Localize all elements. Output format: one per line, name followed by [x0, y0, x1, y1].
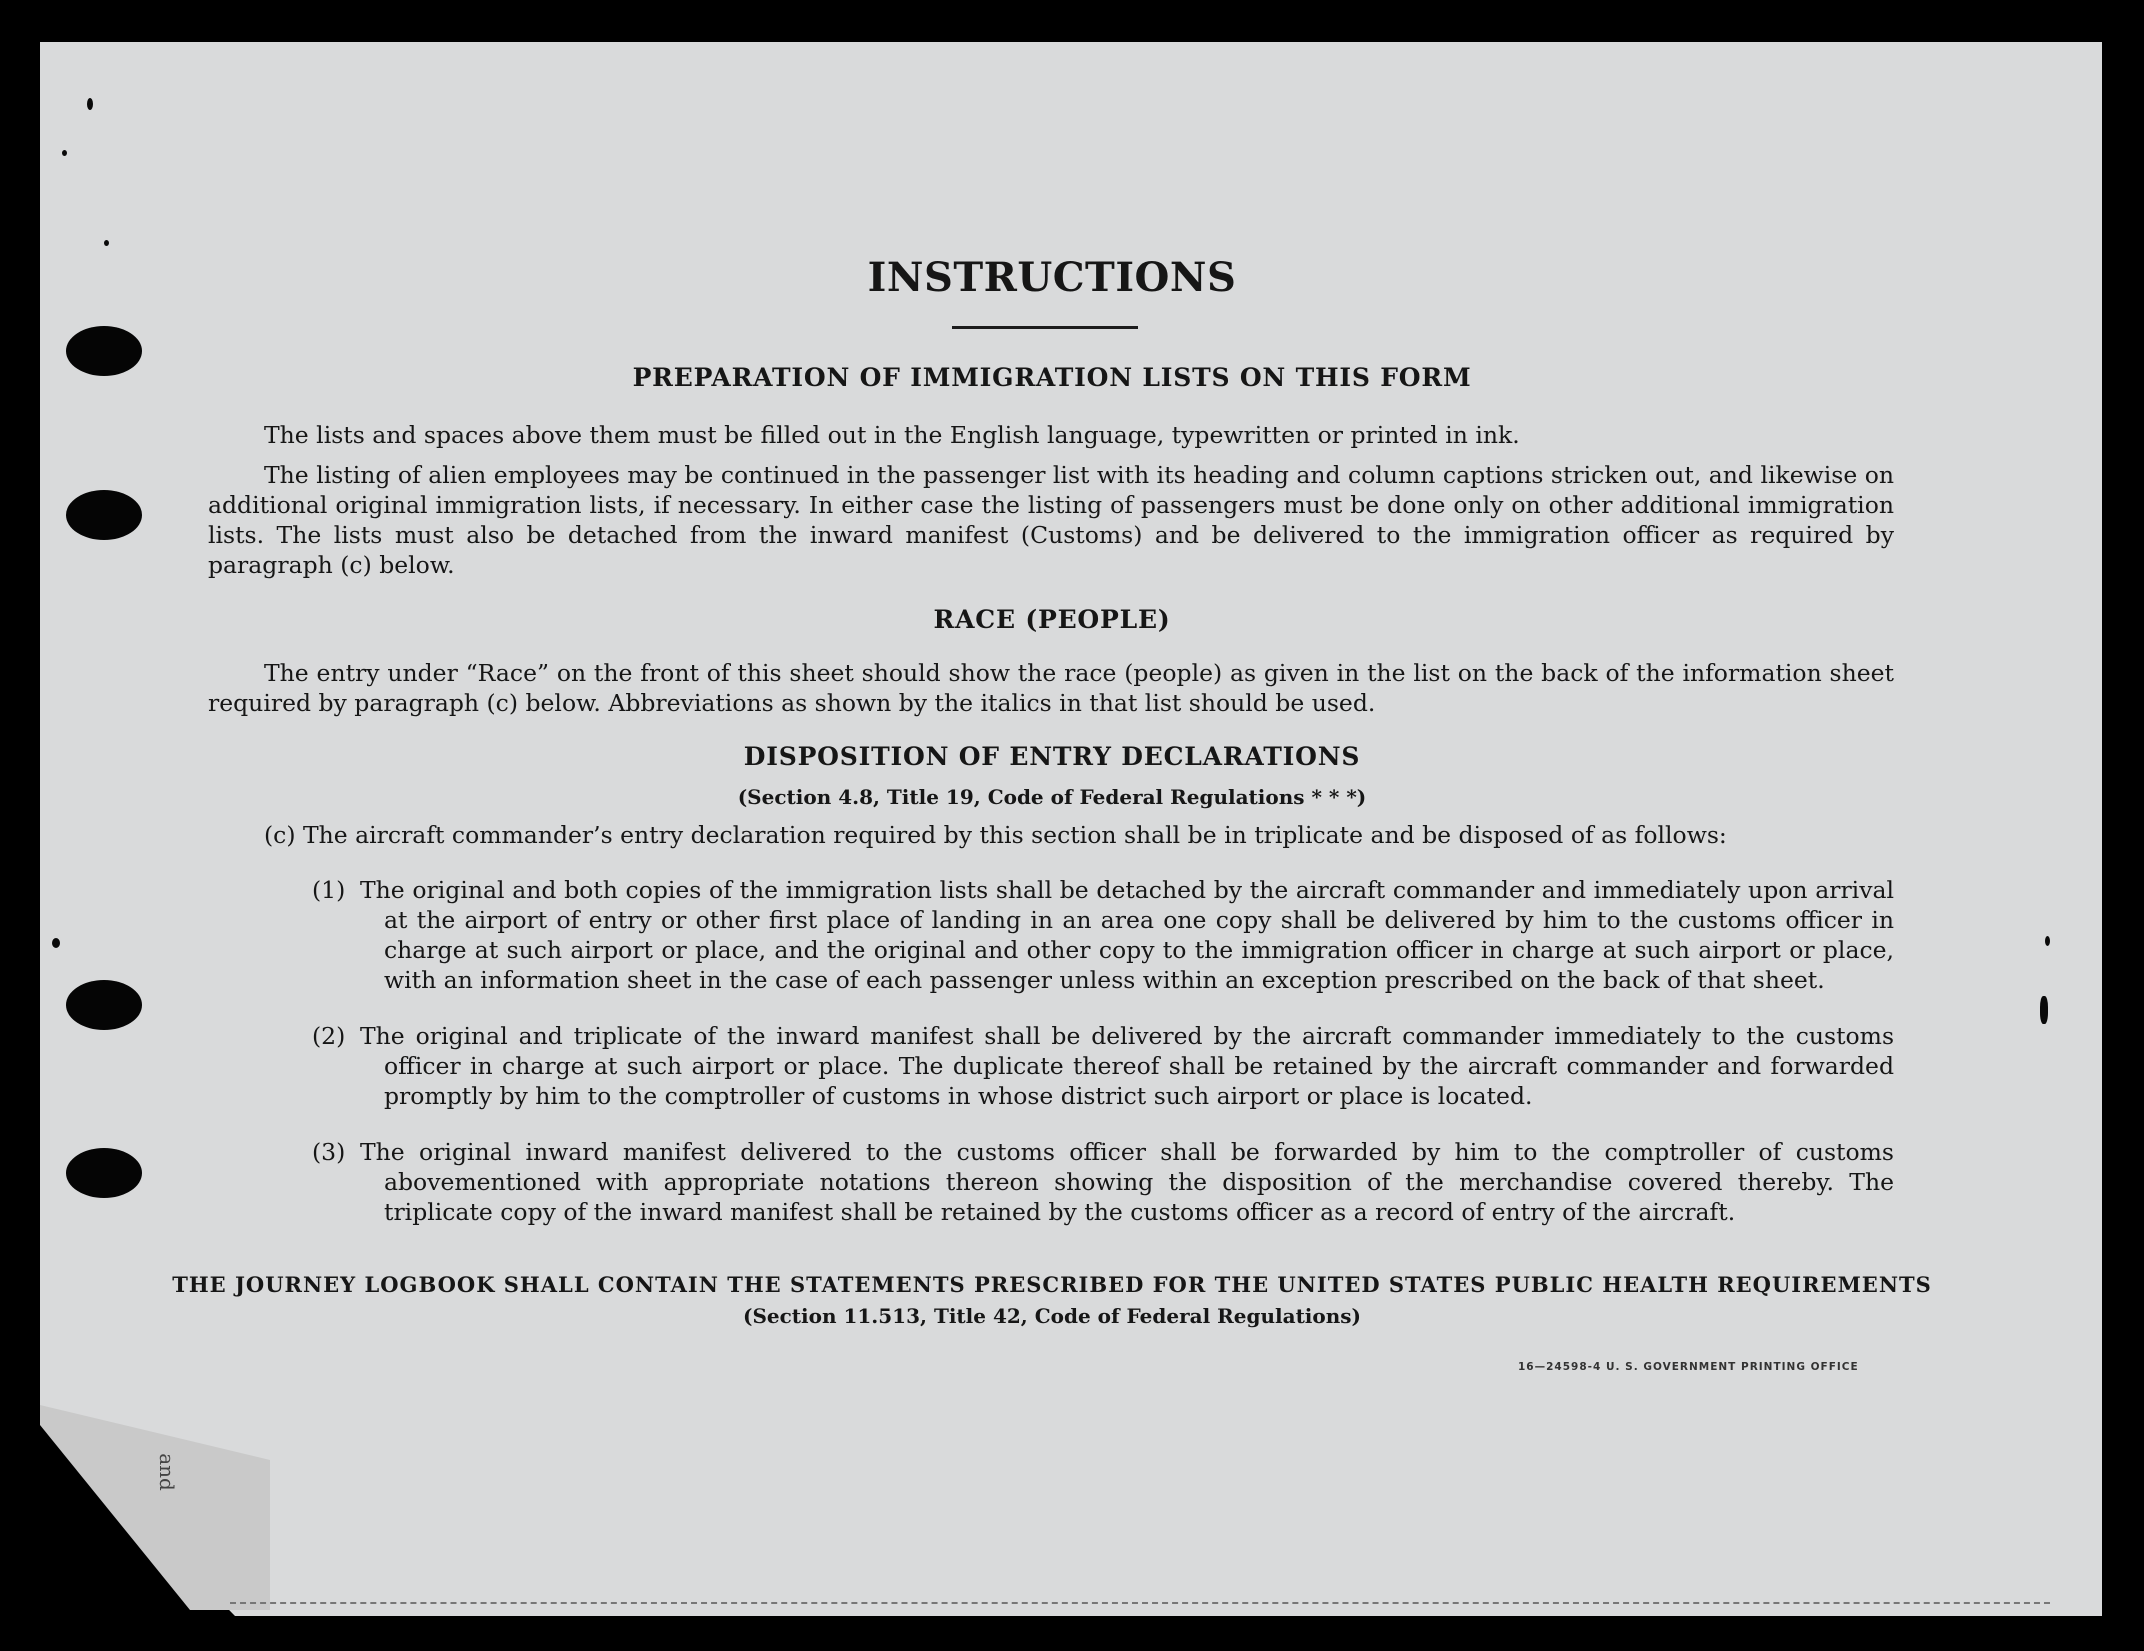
disposition-heading: DISPOSITION OF ENTRY DECLARATIONS: [743, 742, 1361, 771]
ink-speck: [52, 938, 60, 948]
punch-hole: [66, 490, 142, 540]
footer-citation: (Section 11.513, Title 42, Code of Federal Regulations): [742, 1304, 1362, 1328]
preparation-heading: PREPARATION OF IMMIGRATION LISTS ON THIS FORM: [632, 363, 1472, 392]
perforation-line: [230, 1602, 2050, 1604]
item-number: (1): [312, 876, 346, 904]
item-number: (3): [312, 1138, 346, 1166]
item-text: The original inward manifest delivered to the customs officer shall be forwarded by him to the comptroller of customs abovementioned with appropriate notations thereon showing the disposition of the merchandise covered thereby. The triplicate copy of the inward manifest shall be retained by the customs officer as a record of entry of the aircraft.: [360, 1138, 1894, 1226]
disposition-item-2: [312, 1021, 1894, 1111]
page-title: INSTRUCTIONS: [867, 254, 1237, 301]
ink-speck: [87, 98, 93, 110]
disposition-citation: (Section 4.8, Title 19, Code of Federal Regulations * * *): [737, 785, 1367, 809]
item-text: The original and both copies of the immigration lists shall be detached by the aircraft commander and immediately upon arrival at the airport of entry or other first place of landing in an area one copy shall be delivered by him to the customs officer in charge at such airport or place, and the original and other copy to the immigration officer in charge at such airport or place, with an information sheet in the case of each passenger unless within an exception prescribed on the back of that sheet.: [360, 876, 1894, 994]
disposition-intro: (c) The aircraft commander’s entry declaration required by this section shall be in triplicate and be disposed of as follows:: [264, 821, 1727, 849]
item-number: (2): [312, 1022, 346, 1050]
disposition-item-1: [312, 875, 1894, 995]
corner-fragment-text: and: [154, 1453, 179, 1491]
footer-statement: THE JOURNEY LOGBOOK SHALL CONTAIN THE STATEMENTS PRESCRIBED FOR THE UNITED STATES PUBLIC HEALTH REQUIREMENTS: [172, 1272, 1932, 1297]
ink-speck: [104, 240, 109, 246]
ink-speck: [62, 150, 67, 156]
punch-hole: [66, 980, 142, 1030]
race-paragraph: The entry under “Race” on the front of this sheet should show the race (people) as given in the list on the back of the information sheet required by paragraph (c) below. Abbreviations as shown by the italics in that list should be used.: [208, 659, 1894, 717]
ink-speck: [2040, 996, 2048, 1024]
item-text: The original and triplicate of the inward manifest shall be delivered by the aircraft commander immediately to the customs officer in charge at such airport or place. The duplicate thereof shall be retained by the aircraft commander and forwarded promptly by him to the comptroller of customs in whose district such airport or place is located.: [360, 1022, 1894, 1110]
title-underline: [952, 326, 1138, 329]
printer-mark: 16—24598-4 U. S. GOVERNMENT PRINTING OFFICE: [1518, 1361, 1859, 1373]
preparation-paragraph-2: The listing of alien employees may be continued in the passenger list with its heading and column captions stricken out, and likewise on additional original immigration lists, if necessary. In either case the listing of passengers must be done only on other additional immigration lists. The lists must also be detached from the inward manifest (Customs) and be delivered to the immigration officer as required by paragraph (c) below.: [208, 461, 1894, 579]
race-heading: RACE (PEOPLE): [933, 605, 1171, 634]
punch-hole: [66, 1148, 142, 1198]
preparation-paragraph-1: The lists and spaces above them must be filled out in the English language, typewritten or printed in ink.: [264, 421, 1520, 449]
disposition-item-3: [312, 1137, 1894, 1227]
ink-speck: [2045, 936, 2050, 946]
